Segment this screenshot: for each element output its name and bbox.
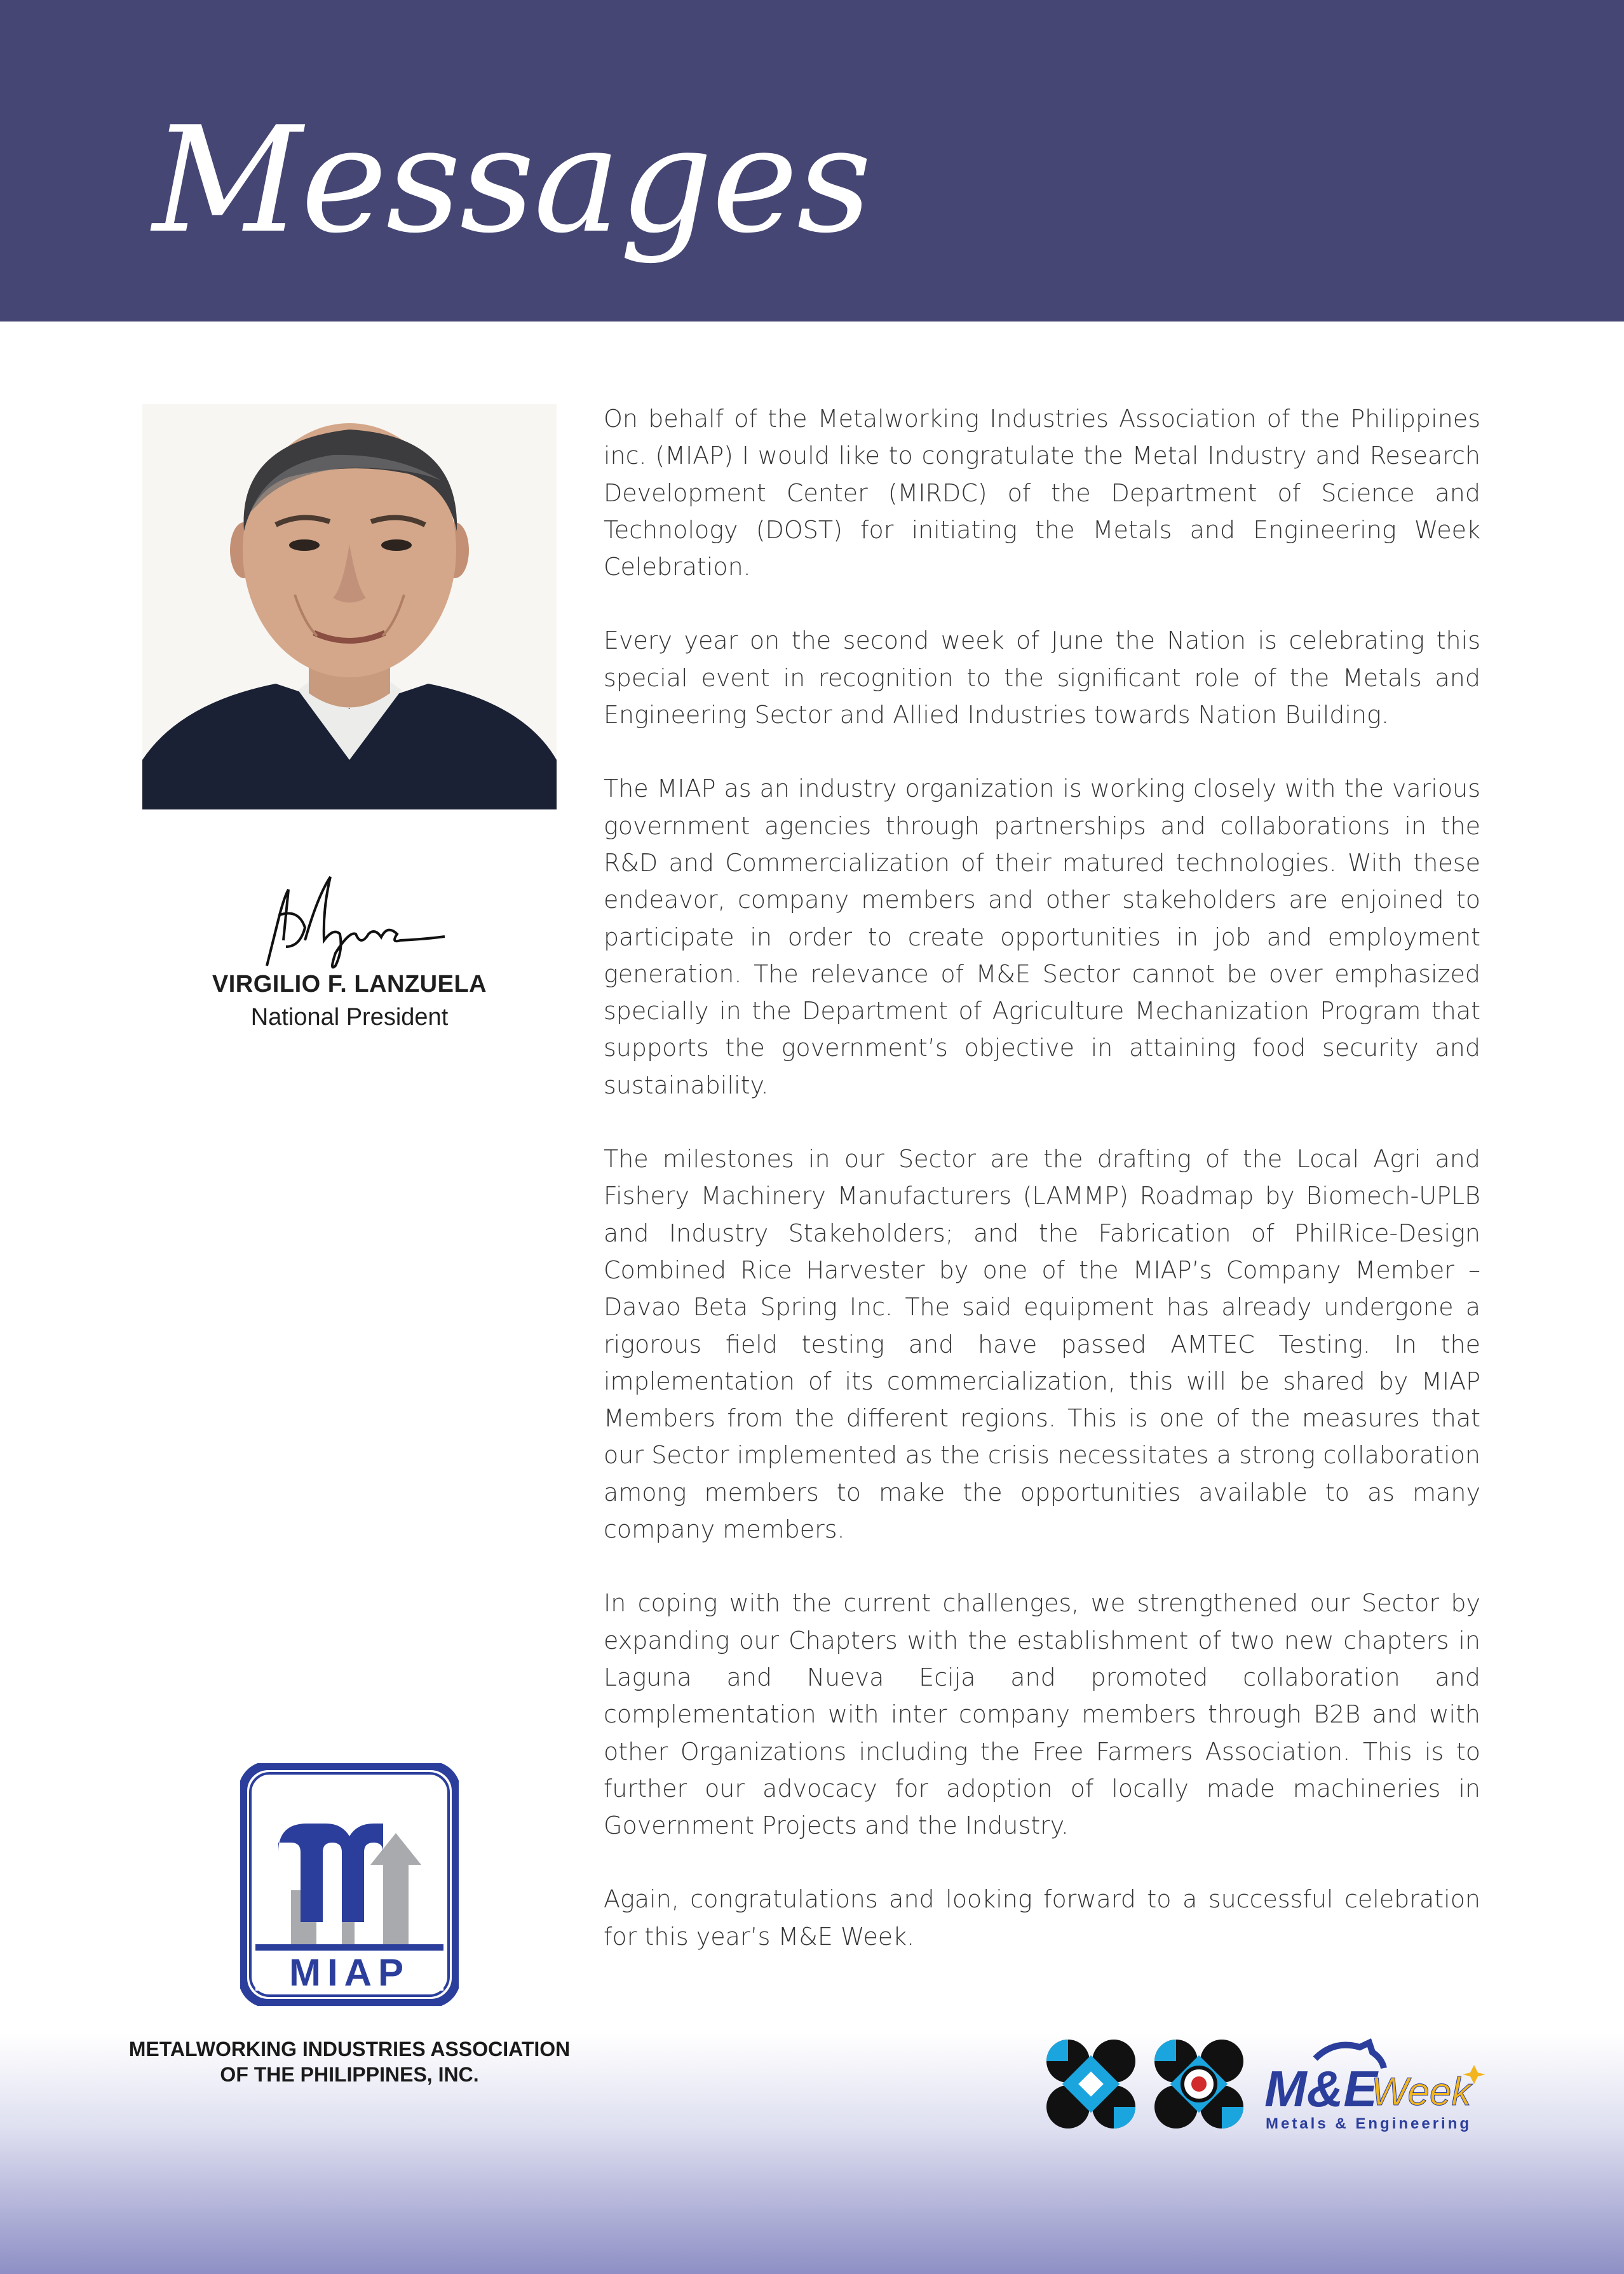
message-paragraph: Again, congratulations and looking forward to a successful celebration for this year’s M&E Week.: [604, 1885, 1480, 1951]
page-title: Messages: [152, 96, 871, 266]
header-band: [0, 0, 1624, 321]
brand-main-text: M&E: [1264, 2061, 1377, 2117]
signature-image: [261, 870, 451, 972]
me-week-logo: [1264, 2043, 1485, 2132]
dost-logo: [1046, 2040, 1135, 2128]
org-name: [95, 2036, 604, 2087]
footer-logos: [1045, 2033, 1490, 2135]
message-body: [604, 400, 1480, 1992]
mirdc-logo: [1154, 2040, 1243, 2128]
message-paragraph: The MIAP as an industry organization is working closely with the various government agencies through partnerships and collaborations in the R&D and Commercialization of their matured technologies. With these endeavor, company members and other stakeholders are enjoined to participate in order to create opportunities in job and employment generation. The relevance of M&E Sector cannot be over emphasized specially in the Department of Agriculture Mechanization Program that supports the government’s objective in attaining food security and sustainability.: [604, 775, 1480, 1099]
portrait-image: [142, 404, 557, 809]
miap-logo: [240, 1763, 459, 2006]
portrait-photo: [142, 404, 557, 809]
signer-title: National President: [250, 1004, 449, 1031]
message-paragraph: In coping with the current challenges, we strengthened our Sector by expanding our Chapters with the establishment of two new chapters in Laguna and Nueva Ecija and promoted collaboration and complementation with inter company members through B2B and with other Organizations including the Free Farmers Association. This is to further our advocacy for adoption of locally made machineries in Government Projects and the Industry.: [604, 1589, 1480, 1840]
org-name-line-1: METALWORKING INDUSTRIES ASSOCIATION: [128, 2038, 571, 2061]
message-paragraph: On behalf of the Metalworking Industries Association of the Philippines inc. (MIAP) I would like to congratulate the Metal Industry and Research Development Center (MIRDC) of the Department of Science and Technology (DOST) for initiating the Metals and Engineering Week Celebration.: [604, 405, 1480, 581]
message-paragraph: Every year on the second week of June the Nation is celebrating this special event in recognition to the significant role of the Metals and Engineering Sector and Allied Industries towards Nation Building.: [604, 626, 1480, 729]
miap-logo-text: MIAP: [289, 1951, 410, 1994]
message-paragraph: The milestones in our Sector are the drafting of the Local Agri and Fishery Machinery Manufacturers (LAMMP) Roadmap by Biomech-UPLB and Industry Stakeholders; and the Fabrication of PhilRice-Design Combined Rice Harvester by one of the MIAP’s Company Member – Davao Beta Spring Inc. The said equipment has already undergone a rigorous field testing and have passed AMTEC Testing. In the implementation of its commercialization, this will be shared by MIAP Members from the different regions. This is one of the measures that our Sector implemented as the crisis necessitates a strong collaboration among members to make the opportunities available to as many company members.: [604, 1145, 1480, 1544]
brand-tagline-text: Metals & Engineering: [1266, 2115, 1472, 2132]
org-name-line-2: OF THE PHILIPPINES, INC.: [220, 2063, 479, 2086]
brand-week-text: Week: [1371, 2070, 1472, 2114]
signer-name: VIRGILIO F. LANZUELA: [212, 971, 487, 998]
